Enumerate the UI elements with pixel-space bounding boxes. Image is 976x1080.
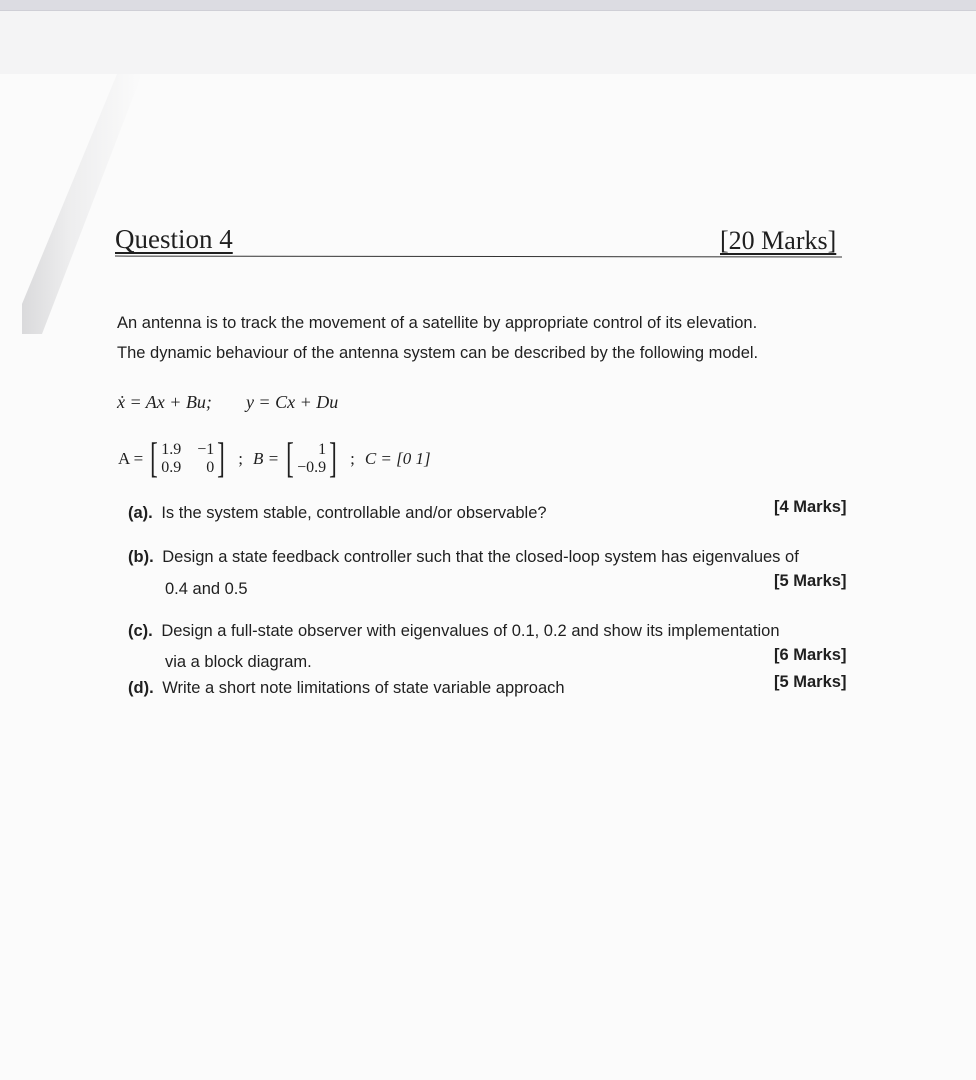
intro-line-1: An antenna is to track the movement of a satellite by appropriate control of its elevation. bbox=[117, 314, 758, 332]
matrix-a-cell: 0 bbox=[206, 459, 215, 476]
part-b-text: Design a state feedback controller such that the closed-loop system has eigenvalues of bbox=[162, 548, 799, 566]
separator: ; bbox=[238, 449, 243, 468]
matrix-a-cell: −1 bbox=[197, 441, 215, 458]
part-d-label: (d). bbox=[128, 679, 154, 697]
output-equation: y = Cx + Du bbox=[245, 392, 339, 412]
matrix-a-cell: 1.9 bbox=[161, 441, 182, 458]
matrix-b-cell: −0.9 bbox=[297, 459, 327, 476]
part-c bbox=[128, 622, 780, 641]
part-d-marks: [5 Marks] bbox=[774, 673, 847, 691]
system-matrices bbox=[118, 438, 431, 480]
matrix-c: C = [0 1] bbox=[364, 449, 431, 468]
viewer-top-bar bbox=[0, 0, 976, 11]
separator: ; bbox=[350, 449, 355, 468]
part-b-continuation: 0.4 and 0.5 bbox=[165, 580, 248, 598]
part-d-text: Write a short note limitations of state variable approach bbox=[162, 679, 565, 697]
matrix-b: [ 1 −0.9 ] bbox=[286, 436, 337, 482]
part-a-text: Is the system stable, controllable and/or observable? bbox=[161, 504, 547, 522]
matrix-a-label: A = bbox=[118, 449, 144, 468]
part-a bbox=[128, 504, 547, 523]
part-c-text: Design a full-state observer with eigenvalues of 0.1, 0.2 and show its implementation bbox=[161, 622, 780, 640]
part-b bbox=[128, 548, 799, 567]
question-title: Question 4 bbox=[115, 224, 233, 254]
part-c-continuation: via a block diagram. bbox=[165, 653, 312, 671]
part-a-label: (a). bbox=[128, 504, 153, 522]
part-b-marks: [5 Marks] bbox=[774, 572, 847, 590]
matrix-b-cell: 1 bbox=[318, 441, 327, 458]
part-b-label: (b). bbox=[128, 548, 154, 566]
intro-line-2: The dynamic behaviour of the antenna system can be described by the following model. bbox=[117, 344, 759, 362]
state-equation: ẋ = Ax + Bu; bbox=[117, 392, 212, 412]
state-equations bbox=[117, 392, 338, 413]
question-total-marks: [20 Marks] bbox=[720, 226, 837, 255]
part-c-label: (c). bbox=[128, 622, 153, 640]
part-d bbox=[128, 679, 565, 698]
matrix-b-label: B = bbox=[252, 449, 280, 468]
part-a-marks: [4 Marks] bbox=[774, 498, 847, 516]
matrix-a-cell: 0.9 bbox=[161, 459, 182, 476]
matrix-a: [ 1.9 −1 0.9 0 ] bbox=[150, 436, 226, 482]
part-c-marks: [6 Marks] bbox=[774, 646, 847, 664]
